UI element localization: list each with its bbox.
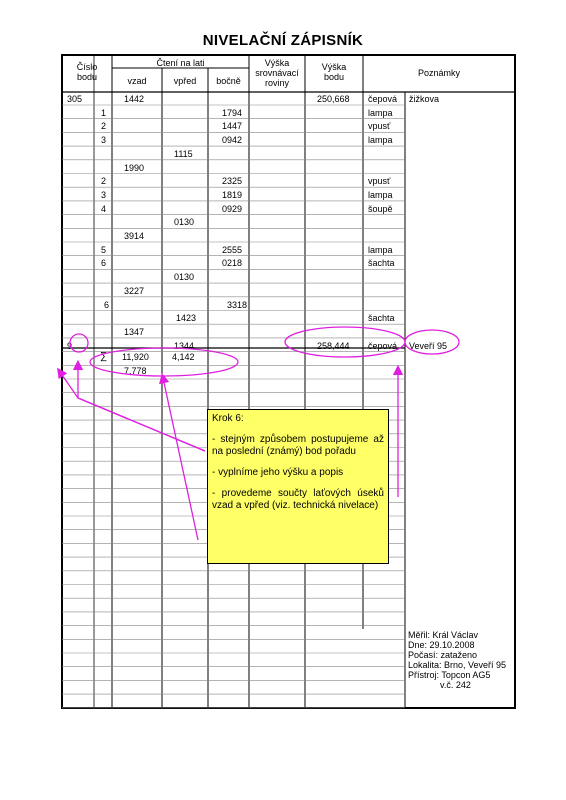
header-vzad: vzad: [127, 76, 147, 86]
note-line-2: - vyplníme jeho výšku a popis: [212, 467, 344, 478]
cell-vpred: 1423: [176, 313, 197, 324]
footer-pocasi: Počasí: zataženo: [408, 650, 478, 660]
cell-vyska-bodu: 250,668: [317, 94, 350, 104]
sigma-symbol: ∑: [100, 351, 108, 362]
cell-popis: šoupě: [368, 203, 393, 214]
header-vpred: vpřed: [173, 76, 197, 86]
cell-sub: 5: [101, 244, 107, 255]
cell-vyska-bodu: 258,444: [317, 340, 350, 351]
header-vyska-bodu-1: Výška: [321, 62, 347, 72]
cell-bocne: 0942: [222, 135, 243, 146]
note-line-1: - stejným způsobem postupujeme až na poslední (známý) bod pořadu: [212, 434, 384, 457]
header-poznamky: Poznámky: [417, 68, 461, 78]
cell-sub: 3: [101, 189, 107, 200]
cell-popis: šachta: [368, 313, 395, 324]
header-cislo-bodu-1: Číslo: [76, 62, 98, 72]
header-vyska-srov-2: srovnávací: [255, 68, 299, 78]
cell-poznamka: Veveří 95: [409, 340, 448, 351]
footer-pristroj: Přístroj: Topcon AG5: [408, 670, 491, 680]
cell-sub: 2: [101, 176, 107, 187]
cell-popis: čepová: [368, 94, 398, 104]
note-line-3: - provedeme součty laťových úseků vzad a vpřed (viz. technická nivelace): [212, 488, 384, 511]
cell-popis: čepová: [368, 340, 398, 351]
cell-popis: lampa: [368, 135, 393, 146]
cell-sub: 1: [101, 107, 107, 118]
cell-bocne: 3318: [227, 299, 248, 310]
cell-vpred: 0130: [174, 272, 195, 283]
cell-sub: 6: [101, 258, 107, 269]
cell-vzad: 1990: [124, 162, 145, 173]
cell-bod: 9: [67, 340, 73, 351]
cell-bocne: 0218: [222, 258, 243, 269]
cell-popis: vpusť: [368, 121, 391, 132]
footer-info: [408, 630, 506, 690]
cell-bocne: 1794: [222, 107, 243, 118]
header-vyska-srov-1: Výška: [264, 58, 290, 68]
page-title: NIVELAČNÍ ZÁPISNÍK: [202, 32, 364, 49]
footer-vc: v.č. 242: [440, 680, 471, 690]
header-vyska-srov-3: roviny: [264, 78, 289, 88]
cell-bocne: 0929: [222, 203, 243, 214]
instruction-note: [207, 409, 389, 564]
footer-dne: Dne: 29.10.2008: [408, 640, 475, 650]
cell-vpred: 1344: [174, 340, 195, 351]
cell-bod: 305: [67, 94, 83, 104]
cell-vzad: 3227: [124, 285, 145, 296]
cell-bocne: 1447: [222, 121, 243, 132]
cell-popis: lampa: [368, 189, 393, 200]
cell-sub: 3: [101, 135, 107, 146]
sum-vpred: 4,142: [172, 352, 195, 362]
sum-vzad: 11,920: [122, 352, 149, 362]
cell-vpred: 0130: [174, 217, 195, 228]
cell-vzad: 3914: [124, 231, 145, 241]
footer-lokalita: Lokalita: Brno, Veveří 95: [408, 660, 507, 670]
cell-sub: 2: [101, 121, 107, 132]
cell-vzad: 1442: [124, 94, 145, 104]
sum-difference: 7,778: [124, 366, 147, 376]
cell-popis: lampa: [368, 107, 393, 118]
cell-sub: 6: [104, 299, 110, 310]
cell-vzad: 1347: [124, 326, 145, 337]
cell-vpred: 1115: [174, 148, 193, 159]
note-title: Krok 6:: [212, 413, 244, 424]
footer-meril: Měřil: Král Václav: [408, 630, 479, 640]
cell-poznamka: žižkova: [409, 94, 440, 104]
cell-bocne: 1819: [222, 189, 243, 200]
header-bocne: bočně: [216, 76, 241, 86]
cell-bocne: 2325: [222, 176, 243, 187]
header-vyska-bodu-2: bodu: [323, 72, 345, 82]
cell-popis: šachta: [368, 258, 395, 269]
cell-popis: vpusť: [368, 176, 391, 187]
cell-popis: lampa: [368, 244, 393, 255]
header-cteni-na-lati: Čtení na lati: [156, 58, 205, 68]
cell-bocne: 2555: [222, 244, 243, 255]
header-cislo-bodu-2: bodu: [76, 72, 98, 82]
cell-sub: 4: [101, 203, 107, 214]
